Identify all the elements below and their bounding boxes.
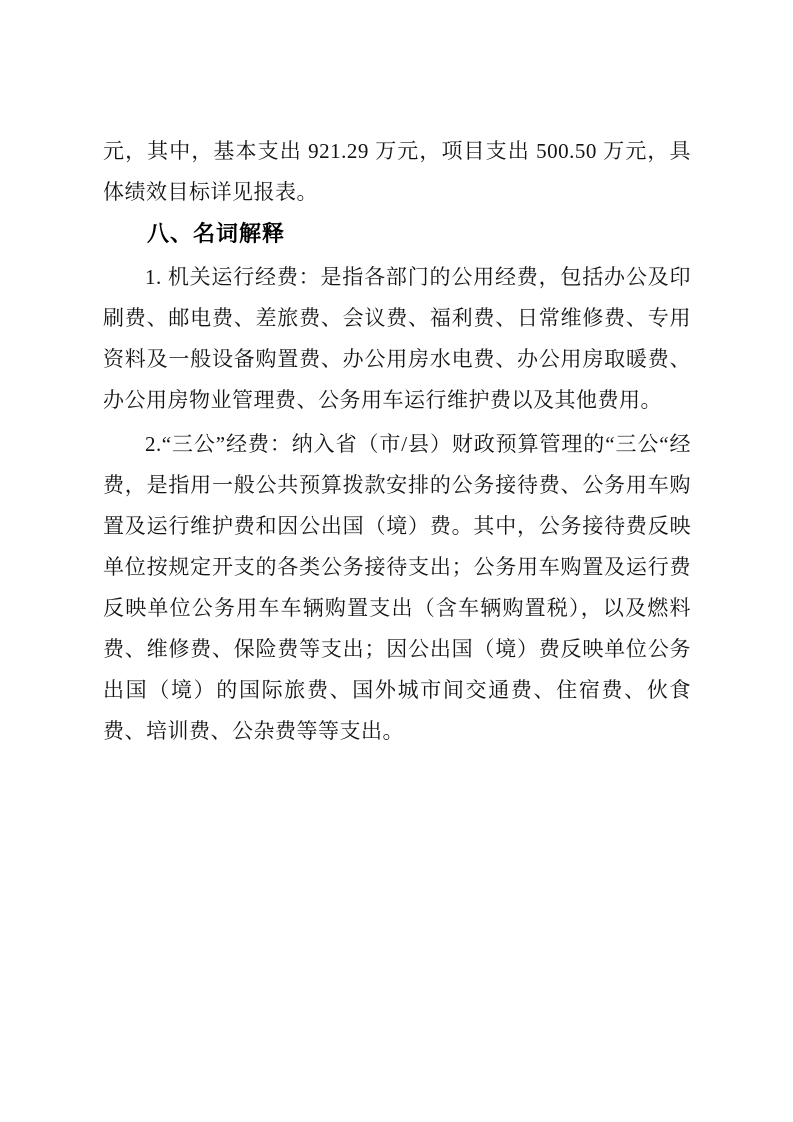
paragraph-term-three-public-expenses: 2.“三公”经费：纳入省（市/县）财政预算管理的“三公“经费，是指用一般公共预算拨款安排的公务接待费、公务用车购置及运行维护费和因公出国（境）费。其中，公务接待费反映单位按规定开支的各类公务接待支出；公务用车购置及运行费反映单位公务用车车辆购置支出（含车辆购置税），以及燃料费、维修费、保险费等支出；因公出国（境）费反映单位公务出国（境）的国际旅费、国外城市间交通费、住宿费、伙食费、培训费、公杂费等等支出。 (103, 432, 691, 743)
paragraph-budget-summary-continuation: 元，其中，基本支出 921.29 万元，项目支出 500.50 万元，具体绩效目标详见报表。 (103, 139, 691, 204)
paragraph-term-agency-operating-expenses: 1. 机关运行经费：是指各部门的公用经费，包括办公及印刷费、邮电费、差旅费、会议费、福利费、日常维修费、专用资料及一般设备购置费、办公用房水电费、办公用房取暖费、办公用房物业管理费、公务用车运行维护费以及其他费用。 (103, 265, 691, 412)
section-heading-glossary: 八、名词解释 (147, 221, 286, 246)
